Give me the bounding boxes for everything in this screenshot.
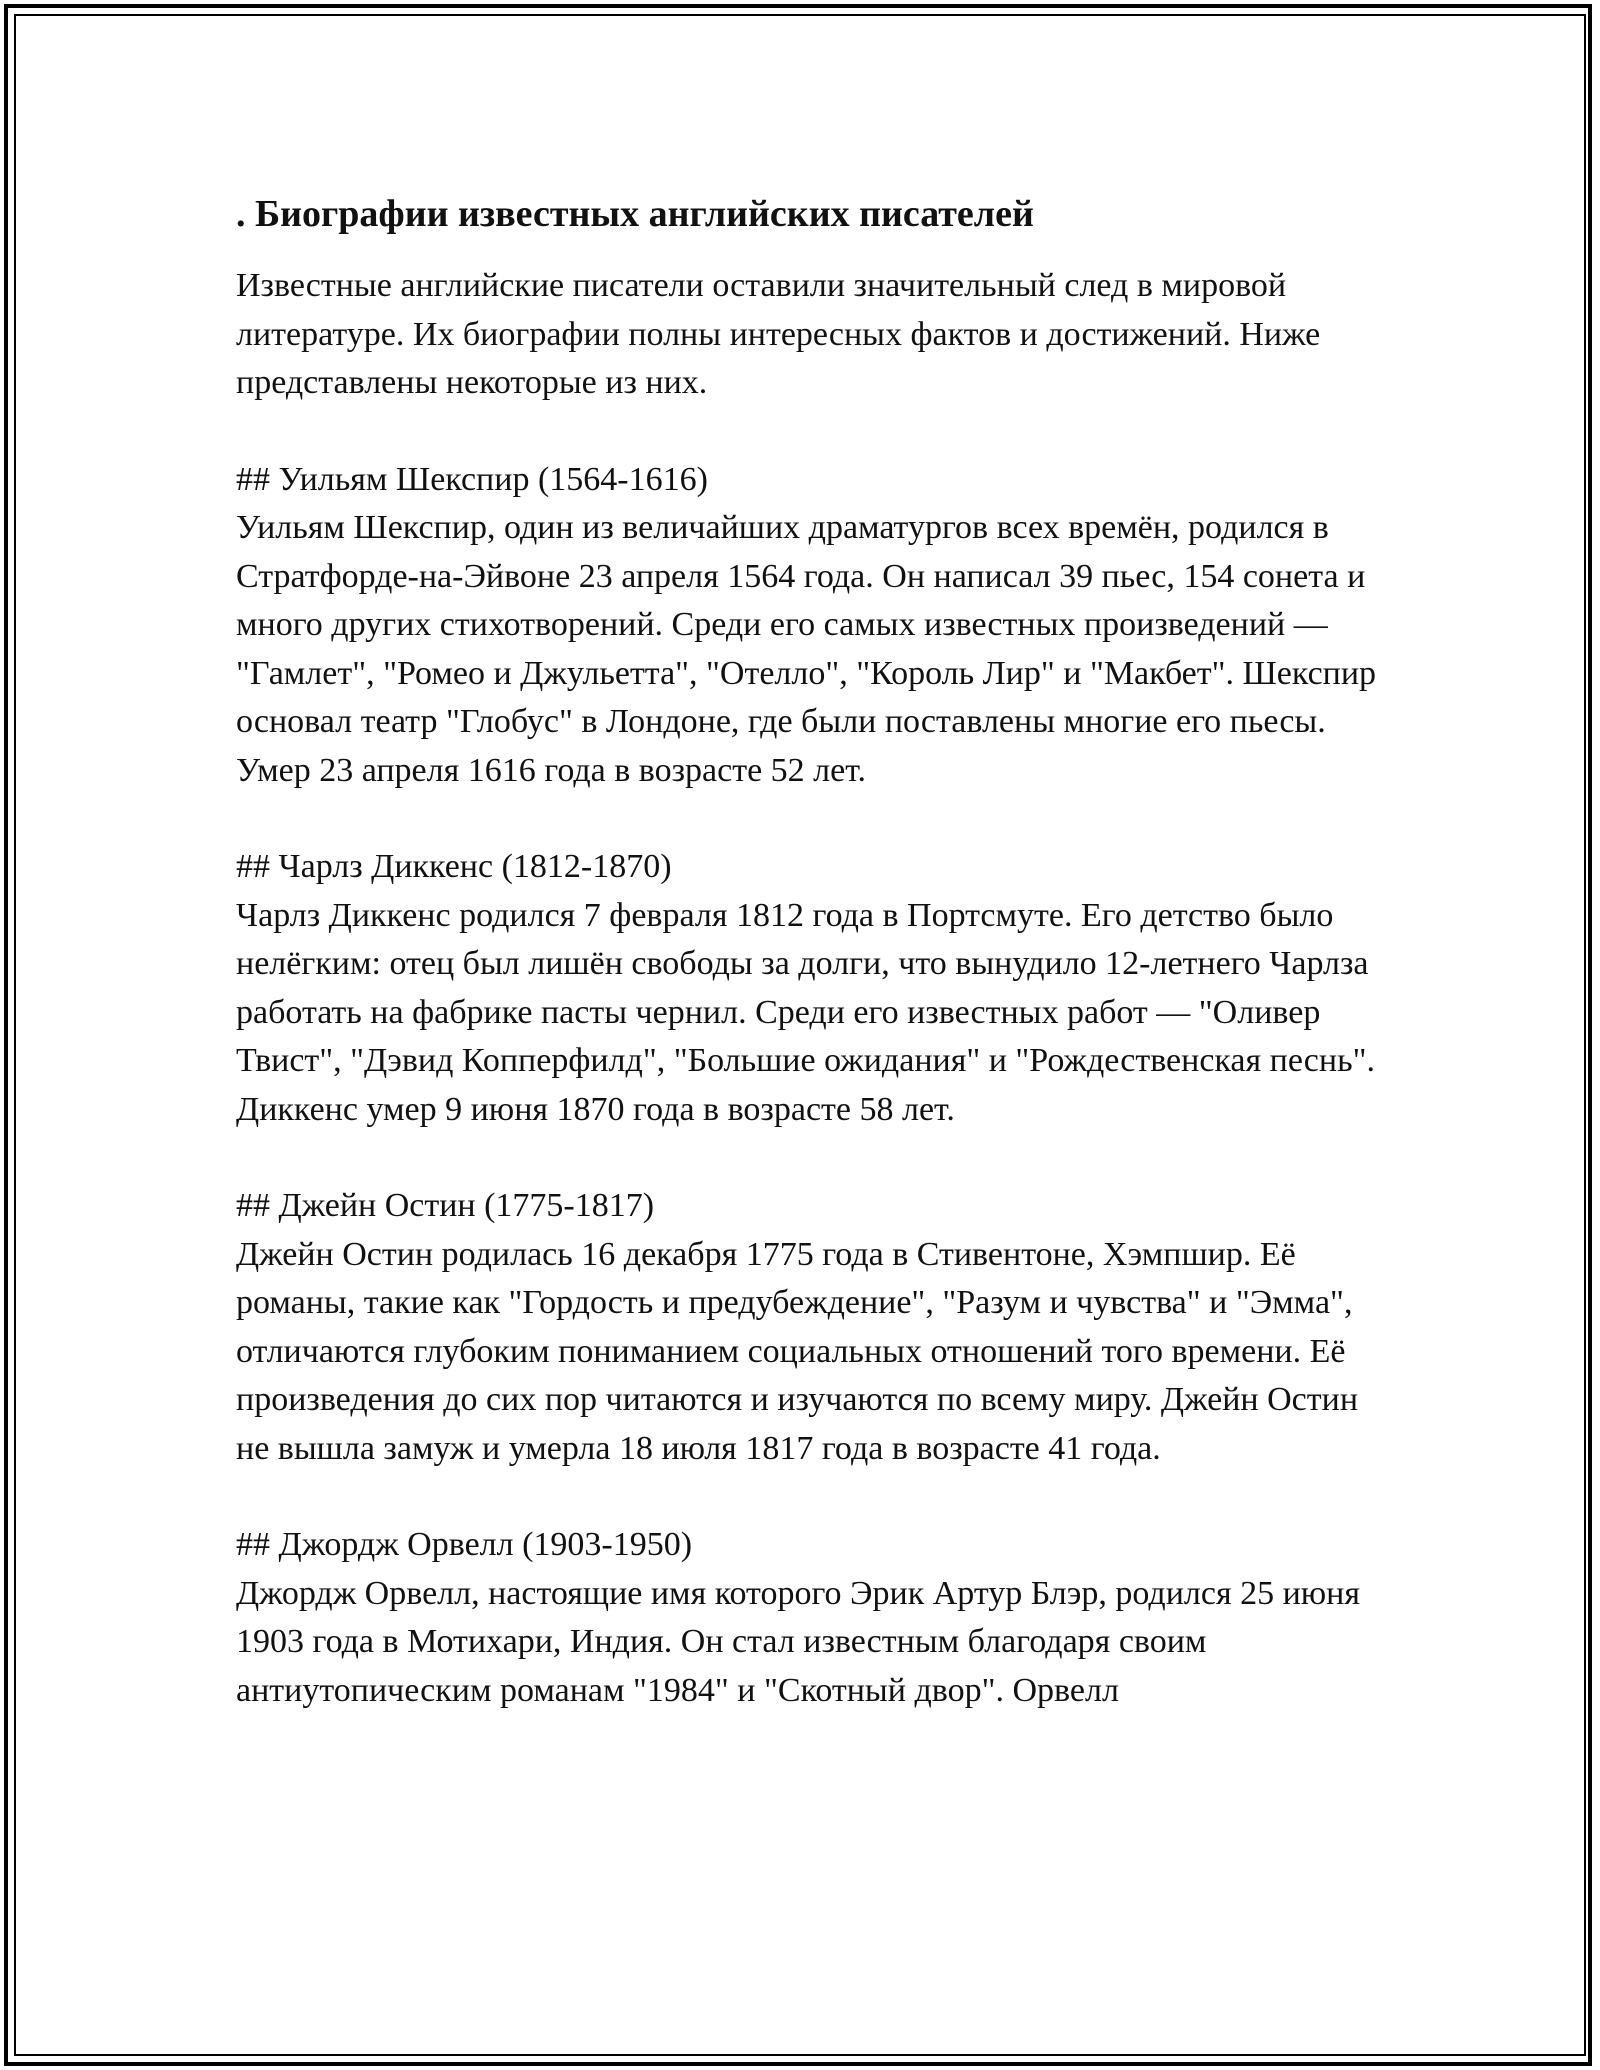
document-title: . Биографии известных английских писателей [236,193,1034,235]
section-orwell [236,1521,1386,1715]
section-austen [236,1182,1386,1473]
section-paragraph: Джейн Остин родилась 16 декабря 1775 года в Стивентоне, Хэмпшир. Её романы, такие как "Гордость и предубеждение", "Разум и чувства" и "Эмма", отличаются глубоким пониманием социальных отношений того времени. Её произведения до сих пор читаются и изучаются по всему миру. Джейн Остин не вышла замуж и умерла 18 июля 1817 года в возрасте 41 года. [236,1235,1359,1467]
section-heading: ## Джордж Орвелл (1903-1950) [236,1526,693,1563]
section-heading: ## Джейн Остин (1775-1817) [236,1187,655,1224]
section-paragraph: Джордж Орвелл, настоящие имя которого Эрик Артур Блэр, родился 25 июня 1903 года в Мотихари, Индия. Он стал известным благодаря своим антиутопическим романам "1984" и "Скотный двор". Орвелл [236,1574,1361,1709]
section-heading: ## Уильям Шекспир (1564-1616) [236,460,708,498]
section-dickens [236,843,1386,1134]
section-paragraph: Чарлз Диккенс родился 7 февраля 1812 года в Портсмуте. Его детство было нелёгким: отец был лишён свободы за долги, что вынудило 12-летнего Чарлза работать на фабрике пасты чернил. Среди его известных работ — "Оливер Твист", "Дэвид Копперфилд", "Большие ожидания" и "Рождественская песнь". Диккенс умер 9 июня 1870 года в возрасте 58 лет. [236,896,1375,1128]
section-heading: ## Чарлз Диккенс (1812-1870) [236,848,672,885]
document-body [236,186,1386,1763]
section-paragraph: Уильям Шекспир, один из величайших драматургов всех времён, родился в Стратфорде-на-Эйвоне 23 апреля 1564 года. Он написал 39 пьес, 154 сонета и много других стихотворений. Среди его самых известных произведений — "Гамлет", "Ромео и Джульетта", "Отелло", "Король Лир" и "Макбет". Шекспир основал театр "Глобус" в Лондоне, где были поставлены многие его пьесы. Умер 23 апреля 1616 года в возрасте 52 лет. [236,509,1377,789]
section-shakespeare [236,456,1386,796]
intro-paragraph: Известные английские писатели оставили значительный след в мировой литературе. Их биографии полны интересных фактов и достижений. Ниже представлены некоторые из них. [236,267,1321,401]
